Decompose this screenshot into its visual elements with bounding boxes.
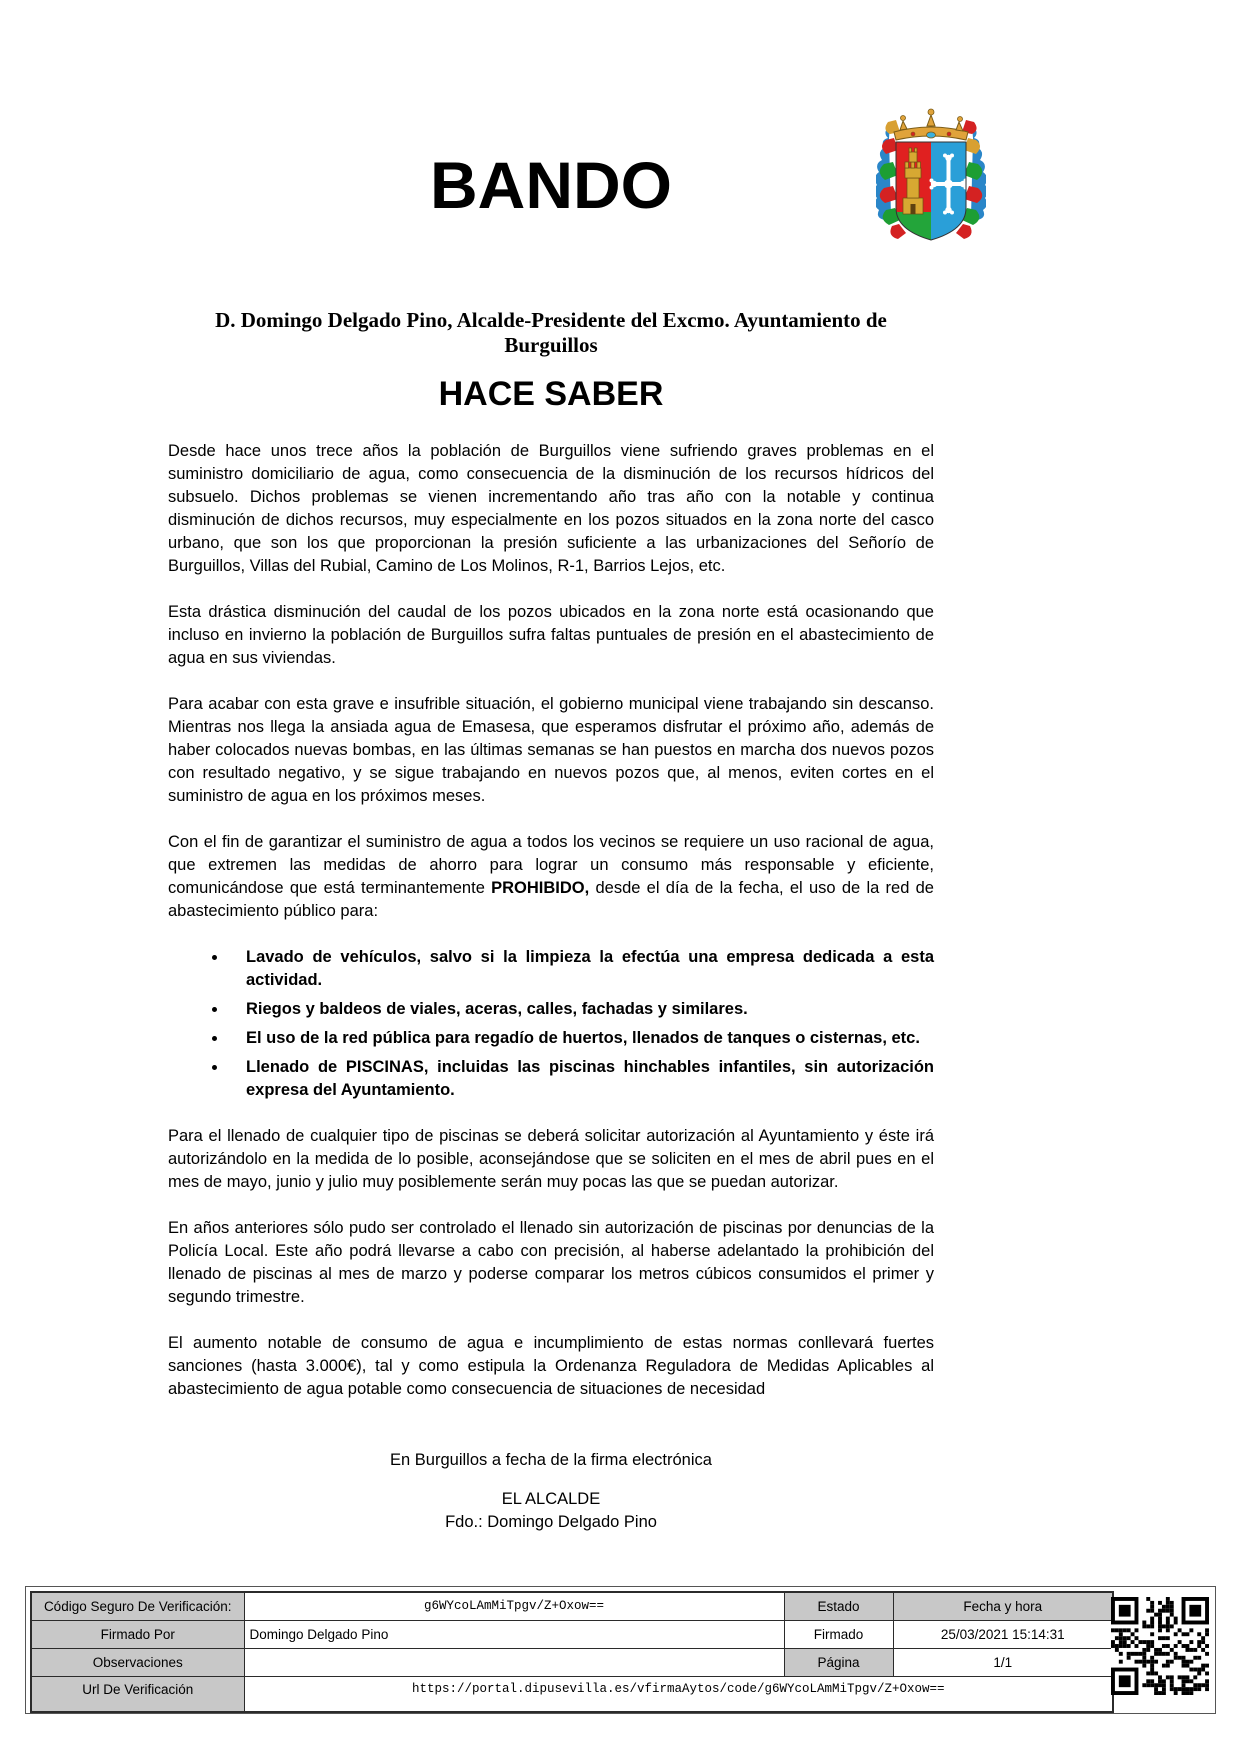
paragraph-1: Desde hace unos trece años la población de Burguillos viene sufriendo graves problemas en el suministro domiciliario de agua, como consecuencia de la disminución de los recursos hídricos del subsuelo. Dichos problemas se vienen incrementando año tras año con la notable y continua disminución de dichos recursos, muy especialmente en los pozos situados en la zona norte del casco urbano, que son los que proporcionan la presión suficiente a las urbanizaciones del Señorío de Burguillos, Villas del Rubial, Camino de Los Molinos, R-1, Barrios Lejos, etc. [168, 442, 934, 576]
paragraph-7: El aumento notable de consumo de agua e incumplimiento de estas normas conllevará fuertes sanciones (hasta 3.000€), tal y como estipula la Ordenanza Reguladora de Medidas Aplicables al abastecimiento de agua potable como consecuencia de situaciones de necesidad [168, 1334, 934, 1399]
firmado-por-value: Domingo Delgado Pino [244, 1620, 784, 1648]
paragraph-5: Para el llenado de cualquier tipo de piscinas se deberá solicitar autorización al Ayuntamiento y éste irá autorizándolo en la medida de lo posible, aconsejándose que se soliciten en el mes de abril pues en el mes de mayo, junio y julio muy posiblemente serán muy pocas las que se puedan autorizar. [168, 1127, 934, 1192]
csv-value: g6WYcoLAmMiTpgv/Z+Oxow== [244, 1592, 784, 1620]
estado-header: Estado [784, 1592, 893, 1620]
paragraph-6: En años anteriores sólo pudo ser controlado el llenado sin autorización de piscinas por denuncias de la Policía Local. Este año podrá llevarse a cabo con precisión, al haberse adelantado la prohibición del llenado de piscinas al mes de marzo y poderse comparar los metros cúbicos consumidos el primer y segundo trimestre. [168, 1219, 934, 1307]
closing-role-line: EL ALCALDE [501, 1490, 601, 1509]
prohibited-uses-list [168, 946, 934, 1102]
pagina-value: 1/1 [893, 1648, 1113, 1676]
table-row [31, 1620, 1113, 1648]
table-row [31, 1676, 1113, 1712]
list-item: • El uso de la red pública para regadío de huertos, llenados de tanques o cisternas, etc. [228, 1027, 934, 1050]
paragraph-4-post: desde el día de la fecha, el uso de la red de abastecimiento público para: [168, 879, 934, 921]
document-body [168, 440, 934, 1401]
page-title: BANDO [430, 148, 672, 222]
closing-place-line: En Burguillos a fecha de la firma electrónica [390, 1451, 712, 1470]
fecha-header: Fecha y hora [893, 1592, 1113, 1620]
closing-signature-line: Fdo.: Domingo Delgado Pino [445, 1513, 657, 1532]
firmado-por-label: Firmado Por [31, 1620, 244, 1648]
list-item: • Lavado de vehículos, salvo si la limpieza la efectúa una empresa dedicada a esta actividad. [228, 946, 934, 992]
paragraph-2: Esta drástica disminución del caudal de los pozos ubicados en la zona norte está ocasionando que incluso en invierno la población de Burguillos sufra faltas puntuales de presión en el abastecimiento de agua en sus viviendas. [168, 603, 934, 668]
paragraph-4 [168, 831, 934, 923]
list-item: • Riegos y baldeos de viales, aceras, calles, fachadas y similares. [228, 998, 934, 1021]
pagina-label: Página [784, 1648, 893, 1676]
table-row [31, 1648, 1113, 1676]
csv-label: Código Seguro De Verificación: [31, 1592, 244, 1620]
observaciones-label: Observaciones [31, 1648, 244, 1676]
list-item: • Llenado de PISCINAS, incluidas las piscinas hinchables infantiles, sin autorización expresa del Ayuntamiento. [228, 1056, 934, 1102]
url-label: Url De Verificación [31, 1676, 244, 1712]
table-row [31, 1592, 1113, 1620]
verification-url: https://portal.dipusevilla.es/vfirmaAytos/code/g6WYcoLAmMiTpgv/Z+Oxow== [244, 1676, 1113, 1712]
qr-code [1111, 1597, 1209, 1695]
observaciones-value [244, 1648, 784, 1676]
paragraph-4-pre: Con el fin de garantizar el suministro de agua a todos los vecinos se requiere un uso racional de agua, que extremen las medidas de ahorro para lograr un consumo más responsable y eficiente, comunicándose que está terminantemente [168, 833, 934, 898]
estado-value: Firmado [784, 1620, 893, 1648]
signature-footer [25, 1586, 1216, 1714]
prohibido-emphasis: PROHIBIDO, [491, 879, 590, 898]
mayor-subtitle: D. Domingo Delgado Pino, Alcalde-Presidente del Excmo. Ayuntamiento de Burguillos [215, 308, 887, 358]
hace-saber-heading: HACE SABER [438, 375, 664, 414]
fecha-value: 25/03/2021 15:14:31 [893, 1620, 1113, 1648]
signature-table [30, 1591, 1114, 1713]
paragraph-3: Para acabar con esta grave e insufrible situación, el gobierno municipal viene trabajando sin descanso. Mientras nos llega la ansiada agua de Emasesa, que esperamos disfrutar el próximo año, además de haber colocados nuevas bombas, en las últimas semanas se han puestos en marcha dos nuevos pozos con resultado negativo, y se sigue trabajando en nuevos pozos que, al menos, eviten cortes en el suministro de agua en los próximos meses. [168, 695, 934, 806]
